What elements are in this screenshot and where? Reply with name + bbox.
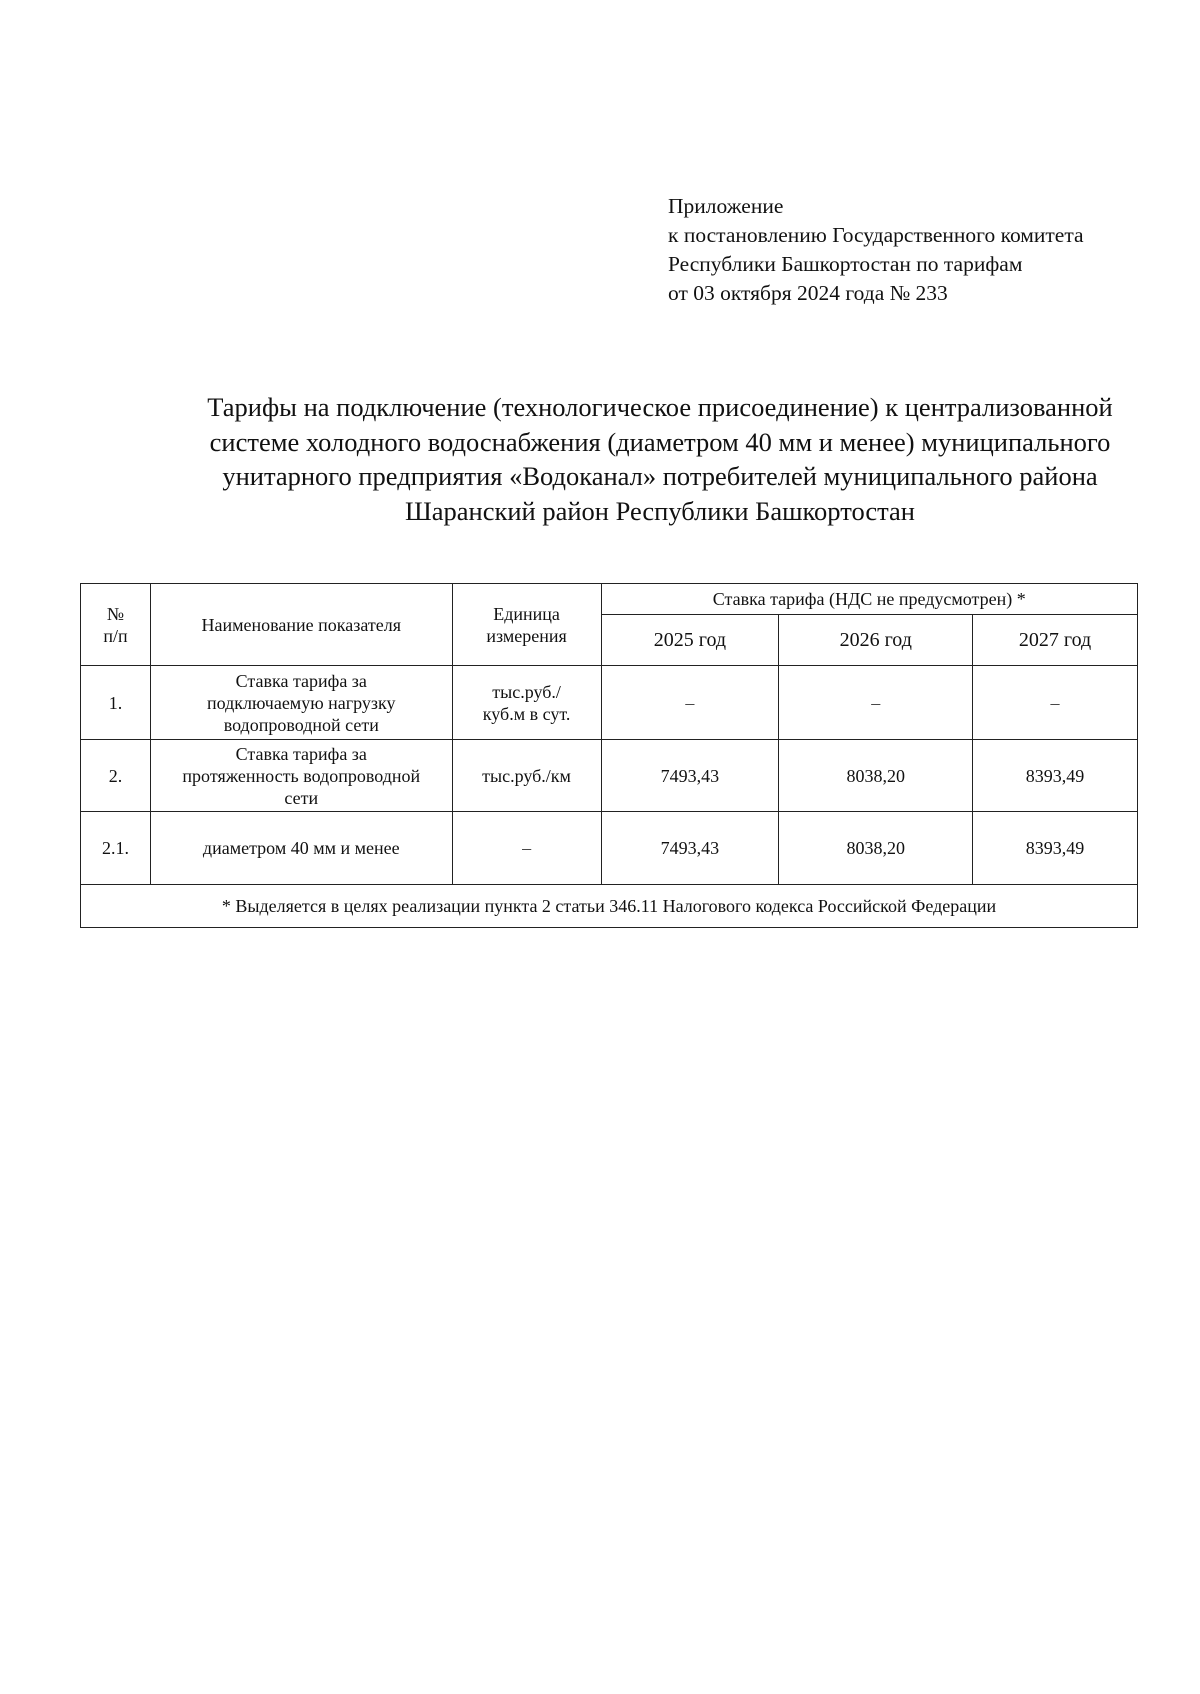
row-value: 7493,43 xyxy=(601,812,779,885)
column-header-number-line: № xyxy=(106,603,125,624)
row-number: 1. xyxy=(81,666,151,740)
row-indicator-name xyxy=(150,666,452,740)
row-indicator-name-line: диаметром 40 мм и менее xyxy=(202,838,400,858)
title-line: Тарифы на подключение (технологическое присоединение) к централизованной xyxy=(207,392,1113,422)
row-value: – xyxy=(973,666,1138,740)
row-indicator-name-line: протяженность водопроводной xyxy=(182,765,421,786)
title-line: системе холодного водоснабжения (диаметром 40 мм и менее) муниципального xyxy=(209,426,1111,457)
column-header-unit-line: измерения xyxy=(486,625,567,646)
row-unit-line: тыс.руб./км xyxy=(482,765,571,786)
document-title xyxy=(150,390,1170,528)
column-header-year: 2026 год xyxy=(779,615,973,666)
row-value: – xyxy=(601,666,779,740)
column-header-number xyxy=(81,584,151,666)
row-indicator-name-line: Ставка тарифа за xyxy=(235,743,367,764)
row-unit-line: тыс.руб./ xyxy=(492,681,561,702)
row-value: 7493,43 xyxy=(601,740,779,812)
row-indicator-name-line: сети xyxy=(284,787,319,808)
column-header-number-line: п/п xyxy=(103,625,128,646)
appendix-header xyxy=(668,192,1084,308)
column-header-unit xyxy=(452,584,601,666)
table-header-row xyxy=(81,584,1138,615)
column-header-year: 2027 год xyxy=(973,615,1138,666)
row-unit-line: – xyxy=(522,838,532,858)
table-footnote: * Выделяется в целях реализации пункта 2 статьи 346.11 Налогового кодекса Российской Федерации xyxy=(81,885,1138,928)
row-indicator-name-line: водопроводной сети xyxy=(223,714,379,735)
column-header-rate-group: Ставка тарифа (НДС не предусмотрен) * xyxy=(601,584,1137,615)
appendix-line: Республики Башкортостан по тарифам xyxy=(668,252,1023,276)
row-value: 8038,20 xyxy=(779,812,973,885)
row-indicator-name xyxy=(150,812,452,885)
row-value: 8393,49 xyxy=(973,812,1138,885)
row-unit xyxy=(452,666,601,740)
table-footnote-row xyxy=(81,885,1138,928)
appendix-line: от 03 октября 2024 года № 233 xyxy=(668,281,948,305)
table-row xyxy=(81,666,1138,740)
row-indicator-name-line: Ставка тарифа за xyxy=(235,670,367,691)
row-unit xyxy=(452,740,601,812)
appendix-line: Приложение xyxy=(668,194,784,218)
table-row xyxy=(81,740,1138,812)
table-row xyxy=(81,812,1138,885)
column-header-unit-line: Единица xyxy=(493,603,560,624)
row-number: 2. xyxy=(81,740,151,812)
row-unit xyxy=(452,812,601,885)
row-unit-line: куб.м в сут. xyxy=(482,703,571,724)
column-header-name: Наименование показателя xyxy=(150,584,452,666)
row-value: 8038,20 xyxy=(779,740,973,812)
row-indicator-name-line: подключаемую нагрузку xyxy=(207,692,396,713)
row-number: 2.1. xyxy=(81,812,151,885)
column-header-year: 2025 год xyxy=(601,615,779,666)
title-line: Шаранский район Республики Башкортостан xyxy=(405,495,915,526)
title-line: унитарного предприятия «Водоканал» потребителей муниципального района xyxy=(222,461,1098,491)
appendix-line: к постановлению Государственного комитета xyxy=(668,223,1084,247)
row-value: 8393,49 xyxy=(973,740,1138,812)
tariff-table xyxy=(80,583,1138,928)
row-indicator-name xyxy=(150,740,452,812)
row-value: – xyxy=(779,666,973,740)
